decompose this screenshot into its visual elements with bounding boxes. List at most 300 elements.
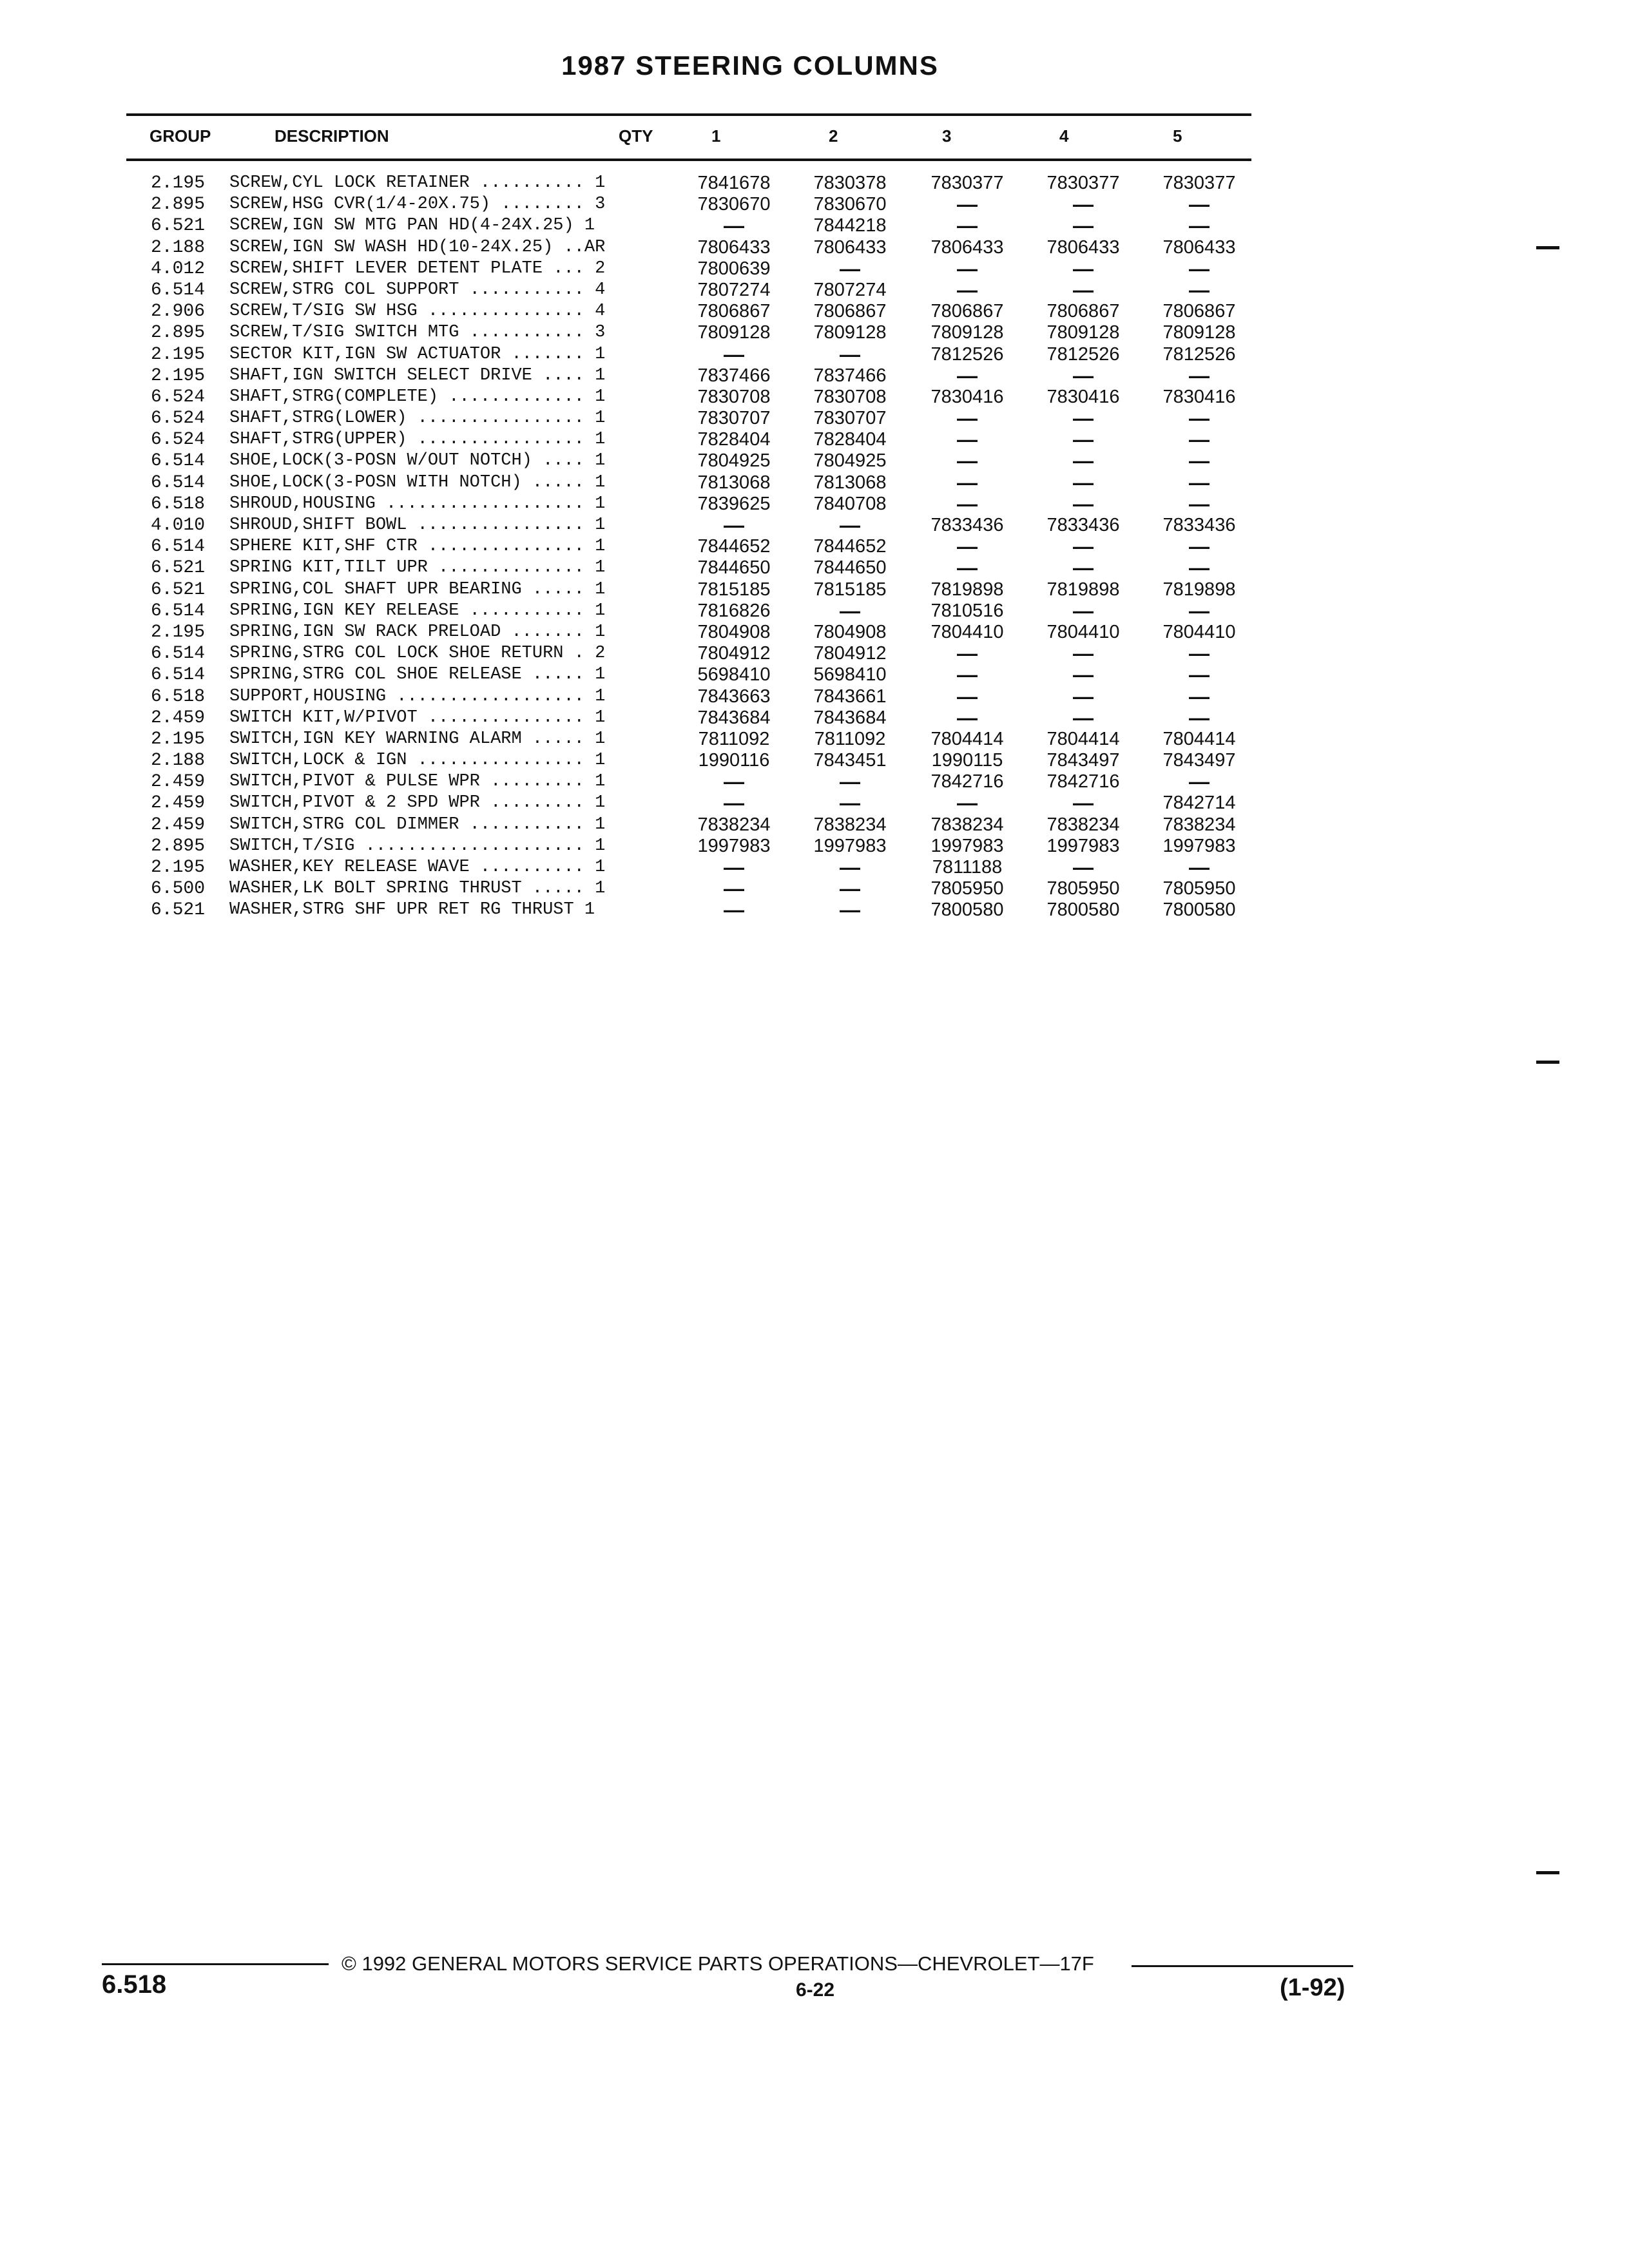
part-number-col-3: —	[957, 492, 978, 515]
part-number-col-5: 7800580	[1162, 899, 1236, 921]
part-description: SWITCH KIT,W/PIVOT ............... 1	[229, 707, 606, 727]
table-row	[0, 215, 1629, 236]
table-row	[0, 836, 1629, 857]
part-number-col-5: —	[1189, 470, 1210, 494]
part-number-col-3: 7830377	[930, 173, 1004, 193]
group-code: 6.521	[150, 558, 205, 579]
part-number-col-1: 7800639	[697, 258, 771, 279]
part-description: SWITCH,PIVOT & PULSE WPR ......... 1	[229, 772, 606, 792]
part-number-col-5: 7804414	[1162, 728, 1236, 749]
part-number-col-3: 7819898	[930, 579, 1004, 600]
part-number-col-4: —	[1073, 791, 1094, 815]
part-number-col-5: 7806867	[1162, 301, 1236, 322]
part-number-col-5: —	[1189, 770, 1210, 794]
group-code: 2.459	[150, 793, 205, 814]
table-row	[0, 664, 1629, 686]
group-code: 4.012	[150, 258, 205, 279]
part-number-col-4: —	[1073, 363, 1094, 387]
part-number-col-3: 7806433	[930, 236, 1004, 258]
part-number-col-3: 7810516	[930, 600, 1004, 621]
part-number-col-2: 7815185	[813, 579, 887, 600]
part-number-col-5: 7809128	[1162, 322, 1236, 343]
footer-right-rule	[1132, 1965, 1353, 1967]
page-title: 1987 STEERING COLUMNS	[561, 50, 939, 81]
table-row	[0, 622, 1629, 643]
part-number-col-4: 7812526	[1046, 343, 1120, 365]
part-description: SCREW,IGN SW MTG PAN HD(4-24X.25) 1	[229, 216, 595, 236]
table-row	[0, 515, 1629, 536]
part-number-col-4: 7804414	[1046, 728, 1120, 749]
part-number-col-3: 7805950	[930, 878, 1004, 899]
part-number-col-3: 7809128	[930, 322, 1004, 343]
group-code: 6.518	[150, 494, 205, 514]
part-number-col-3: —	[957, 663, 978, 687]
part-description: SUPPORT,HOUSING .................. 1	[229, 686, 606, 706]
part-description: WASHER,KEY RELEASE WAVE .......... 1	[229, 858, 606, 877]
table-row	[0, 793, 1629, 814]
part-number-col-5: —	[1189, 449, 1210, 473]
part-number-col-3: —	[957, 449, 978, 473]
part-description: SCREW,T/SIG SWITCH MTG ........... 3	[229, 323, 606, 343]
part-number-col-1: 7816826	[697, 600, 771, 621]
edge-tick-mark	[1536, 1061, 1559, 1064]
table-row	[0, 173, 1629, 194]
group-code: 2.188	[150, 751, 205, 771]
part-number-col-2: 7837466	[813, 365, 887, 386]
edge-tick-mark	[1536, 246, 1559, 249]
part-number-col-4: —	[1073, 407, 1094, 430]
group-code: 6.518	[150, 686, 205, 707]
part-number-col-4: —	[1073, 684, 1094, 708]
part-number-col-2: —	[840, 791, 860, 815]
header-col-5: 5	[1173, 126, 1182, 146]
part-number-col-4: —	[1073, 214, 1094, 238]
group-code: 2.195	[150, 173, 205, 193]
group-code: 6.524	[150, 430, 205, 450]
part-number-col-1: 7830708	[697, 386, 771, 407]
part-number-col-3: —	[957, 256, 978, 280]
part-number-col-2: —	[840, 770, 860, 794]
part-description: SWITCH,T/SIG ..................... 1	[229, 836, 606, 856]
part-number-col-4: 7830416	[1046, 386, 1120, 407]
part-number-col-1: 7838234	[697, 814, 771, 835]
part-number-col-2: 7844650	[813, 557, 887, 579]
part-description: SHOE,LOCK(3-POSN W/OUT NOTCH) .... 1	[229, 451, 606, 471]
table-row	[0, 194, 1629, 215]
part-number-col-3: 7842716	[930, 771, 1004, 793]
part-number-col-5: —	[1189, 428, 1210, 452]
part-number-col-4: —	[1073, 599, 1094, 622]
part-description: SWITCH,PIVOT & 2 SPD WPR ......... 1	[229, 793, 606, 813]
part-number-col-3: —	[957, 556, 978, 580]
part-number-col-1: 7843684	[697, 707, 771, 728]
group-code: 6.514	[150, 601, 205, 621]
part-number-col-4: 7809128	[1046, 322, 1120, 343]
part-number-col-5: —	[1189, 856, 1210, 879]
part-number-col-5: 7830416	[1162, 386, 1236, 407]
group-code: 6.514	[150, 280, 205, 300]
part-number-col-3: 1990115	[931, 750, 1003, 771]
part-number-col-5: 7806433	[1162, 236, 1236, 258]
part-number-col-5: —	[1189, 492, 1210, 515]
part-description: SHROUD,SHIFT BOWL ................ 1	[229, 515, 606, 535]
group-code: 6.521	[150, 579, 205, 600]
part-number-col-5: 7843497	[1162, 750, 1236, 771]
part-number-col-1: 7844652	[697, 536, 771, 557]
part-number-col-3: 7830416	[930, 386, 1004, 407]
footer-copyright: © 1992 GENERAL MOTORS SERVICE PARTS OPERATIONS—CHEVROLET—17F	[342, 1952, 1094, 1975]
part-number-col-2: 7843684	[813, 707, 887, 728]
part-number-col-4: 7806433	[1046, 236, 1120, 258]
part-number-col-5: —	[1189, 407, 1210, 430]
part-number-col-2: 7806433	[813, 236, 887, 258]
footer-section-number: 6.518	[102, 1970, 167, 1999]
part-number-col-1: 7841678	[697, 173, 771, 193]
table-row	[0, 322, 1629, 343]
part-description: SWITCH,IGN KEY WARNING ALARM ..... 1	[229, 729, 606, 749]
part-number-col-4: —	[1073, 535, 1094, 559]
part-number-col-3: —	[957, 363, 978, 387]
table-row	[0, 771, 1629, 793]
table-row	[0, 729, 1629, 750]
group-code: 2.895	[150, 323, 205, 343]
part-number-col-1: 7843663	[697, 686, 771, 707]
group-code: 2.195	[150, 365, 205, 386]
part-number-col-1: 7809128	[697, 322, 771, 343]
part-number-col-4: 1997983	[1046, 835, 1120, 856]
part-number-col-2: 7806867	[813, 301, 887, 322]
part-number-col-2: —	[840, 898, 860, 922]
part-number-col-5: 7819898	[1162, 579, 1236, 600]
part-description: SPHERE KIT,SHF CTR ............... 1	[229, 537, 606, 557]
part-number-col-4: —	[1073, 449, 1094, 473]
part-number-col-1: 7806433	[697, 236, 771, 258]
part-description: WASHER,STRG SHF UPR RET RG THRUST 1	[229, 900, 595, 920]
table-row	[0, 387, 1629, 408]
part-number-col-3: 7812526	[930, 343, 1004, 365]
part-number-col-3: —	[957, 407, 978, 430]
part-number-col-1: 7811092	[698, 728, 770, 749]
part-description: SCREW,CYL LOCK RETAINER .......... 1	[229, 173, 606, 193]
part-number-col-4: 7819898	[1046, 579, 1120, 600]
header-col-3: 3	[942, 126, 952, 146]
table-row	[0, 237, 1629, 258]
part-number-col-2: 7813068	[813, 472, 887, 493]
part-number-col-1: 7830707	[697, 408, 771, 429]
part-number-col-1: —	[724, 791, 744, 815]
part-number-col-5: —	[1189, 193, 1210, 216]
part-description: SHROUD,HOUSING ................... 1	[229, 494, 606, 514]
group-code: 6.514	[150, 644, 205, 664]
group-code: 6.514	[150, 665, 205, 686]
part-number-col-3: —	[957, 706, 978, 729]
part-number-col-1: —	[724, 856, 744, 879]
part-description: SPRING,IGN SW RACK PRELOAD ....... 1	[229, 622, 606, 642]
part-description: SPRING,IGN KEY RELEASE ........... 1	[229, 601, 606, 620]
part-number-col-5: —	[1189, 599, 1210, 622]
part-number-col-4: 7830377	[1046, 173, 1120, 193]
part-description: SHOE,LOCK(3-POSN WITH NOTCH) ..... 1	[229, 472, 606, 492]
part-number-col-5: 7805950	[1162, 878, 1236, 899]
part-number-col-2: 5698410	[813, 664, 887, 686]
part-description: SPRING KIT,TILT UPR .............. 1	[229, 558, 606, 578]
part-number-col-4: 7804410	[1046, 621, 1120, 642]
part-description: SCREW,T/SIG SW HSG ............... 4	[229, 302, 606, 322]
part-number-col-2: 7840708	[813, 493, 887, 514]
part-number-col-2: 7844652	[813, 536, 887, 557]
part-description: SHAFT,IGN SWITCH SELECT DRIVE .... 1	[229, 365, 606, 385]
part-number-col-5: —	[1189, 535, 1210, 559]
part-description: SCREW,HSG CVR(1/4-20X.75) ........ 3	[229, 195, 606, 215]
part-number-col-4: 7833436	[1046, 515, 1120, 535]
part-number-col-3: —	[957, 791, 978, 815]
part-number-col-5: —	[1189, 363, 1210, 387]
part-number-col-4: 7843497	[1046, 750, 1120, 771]
part-number-col-2: 7811092	[814, 728, 886, 749]
part-description: SPRING,STRG COL LOCK SHOE RETURN . 2	[229, 644, 606, 664]
part-number-col-4: 7842716	[1046, 771, 1120, 793]
part-number-col-1: 1990116	[698, 750, 770, 771]
part-description: SHAFT,STRG(LOWER) ................ 1	[229, 408, 606, 428]
part-number-col-3: 7800580	[930, 899, 1004, 921]
part-number-col-3: 7833436	[930, 515, 1004, 535]
part-number-col-5: —	[1189, 278, 1210, 302]
table-row	[0, 450, 1629, 472]
part-number-col-3: —	[957, 193, 978, 216]
part-number-col-2: 7804912	[813, 643, 887, 664]
part-number-col-3: 7806867	[930, 301, 1004, 322]
part-number-col-3: 7804410	[930, 621, 1004, 642]
part-number-col-2: 7809128	[813, 322, 887, 343]
part-number-col-1: —	[724, 770, 744, 794]
part-number-col-1: —	[724, 342, 744, 366]
part-number-col-2: 7830378	[813, 173, 887, 193]
part-number-col-1: 7804908	[697, 621, 771, 642]
part-number-col-2: —	[840, 877, 860, 901]
part-number-col-2: 7844218	[813, 215, 887, 236]
table-row	[0, 472, 1629, 494]
part-number-col-2: 7830670	[813, 194, 887, 215]
part-number-col-5: 7812526	[1162, 343, 1236, 365]
part-number-col-5: —	[1189, 663, 1210, 687]
table-row	[0, 557, 1629, 579]
part-number-col-5: —	[1189, 556, 1210, 580]
part-number-col-1: 7830670	[697, 194, 771, 215]
table-row	[0, 814, 1629, 836]
part-number-col-3: —	[957, 428, 978, 452]
part-number-col-4: —	[1073, 856, 1094, 879]
header-group: GROUP	[149, 126, 211, 146]
part-number-col-1: 5698410	[697, 664, 771, 686]
part-number-col-3: 7838234	[930, 814, 1004, 835]
group-code: 6.524	[150, 408, 205, 429]
part-number-col-5: 7830377	[1162, 173, 1236, 193]
part-number-col-1: 7844650	[697, 557, 771, 579]
part-description: SWITCH,STRG COL DIMMER ........... 1	[229, 814, 606, 834]
part-number-col-4: —	[1073, 642, 1094, 666]
table-row	[0, 365, 1629, 387]
group-code: 4.010	[150, 515, 205, 535]
header-col-2: 2	[829, 126, 838, 146]
table-row	[0, 579, 1629, 601]
header-col-1: 1	[711, 126, 721, 146]
header-top-rule	[126, 113, 1251, 116]
part-number-col-4: —	[1073, 278, 1094, 302]
parts-table-body	[0, 173, 1629, 921]
header-qty: QTY	[619, 126, 653, 146]
part-number-col-2: 7804925	[813, 450, 887, 472]
part-number-col-1: —	[724, 877, 744, 901]
part-description: WASHER,LK BOLT SPRING THRUST ..... 1	[229, 879, 606, 899]
part-number-col-5: 7838234	[1162, 814, 1236, 835]
group-code: 2.895	[150, 836, 205, 856]
part-number-col-4: 7805950	[1046, 878, 1120, 899]
part-number-col-3: —	[957, 642, 978, 666]
part-number-col-1: 7815185	[697, 579, 771, 600]
part-description: SCREW,IGN SW WASH HD(10-24X.25) ..AR	[229, 237, 606, 257]
group-code: 2.195	[150, 858, 205, 878]
part-description: SPRING,STRG COL SHOE RELEASE ..... 1	[229, 665, 606, 685]
part-number-col-2: 7804908	[813, 621, 887, 642]
part-number-col-1: 7807274	[697, 279, 771, 300]
table-row	[0, 601, 1629, 622]
part-number-col-1: 1997983	[697, 835, 771, 856]
part-description: SWITCH,LOCK & IGN ................ 1	[229, 751, 606, 771]
part-number-col-4: —	[1073, 428, 1094, 452]
part-number-col-2: —	[840, 856, 860, 879]
part-number-col-2: 7843451	[813, 750, 887, 771]
part-number-col-1: —	[724, 214, 744, 238]
footer-page-number: 6-22	[795, 1979, 835, 2001]
part-number-col-4: 7800580	[1046, 899, 1120, 921]
part-number-col-3: —	[957, 470, 978, 494]
part-number-col-4: —	[1073, 193, 1094, 216]
part-number-col-5: 7833436	[1162, 515, 1236, 535]
group-code: 2.895	[150, 195, 205, 215]
table-row	[0, 643, 1629, 664]
part-number-col-5: 1997983	[1162, 835, 1236, 856]
group-code: 2.906	[150, 302, 205, 322]
part-number-col-4: —	[1073, 492, 1094, 515]
part-number-col-4: —	[1073, 256, 1094, 280]
part-number-col-3: —	[957, 278, 978, 302]
table-row	[0, 494, 1629, 515]
group-code: 6.500	[150, 879, 205, 899]
part-description: SECTOR KIT,IGN SW ACTUATOR ....... 1	[229, 344, 606, 364]
part-number-col-4: —	[1073, 470, 1094, 494]
part-number-col-1: —	[724, 514, 744, 537]
group-code: 2.195	[150, 729, 205, 749]
table-row	[0, 857, 1629, 878]
group-code: 2.459	[150, 707, 205, 728]
part-number-col-4: —	[1073, 556, 1094, 580]
part-number-col-5: 7804410	[1162, 621, 1236, 642]
part-description: SHAFT,STRG(UPPER) ................ 1	[229, 430, 606, 450]
part-number-col-3: —	[957, 214, 978, 238]
part-number-col-4: —	[1073, 706, 1094, 729]
part-number-col-2: —	[840, 599, 860, 622]
part-number-col-2: 7807274	[813, 279, 887, 300]
part-number-col-4: —	[1073, 663, 1094, 687]
table-row	[0, 899, 1629, 921]
part-number-col-5: —	[1189, 256, 1210, 280]
group-code: 2.459	[150, 772, 205, 793]
table-row	[0, 301, 1629, 322]
part-number-col-3: 7811188	[932, 857, 1003, 878]
part-description: SCREW,SHIFT LEVER DETENT PLATE ... 2	[229, 258, 606, 278]
group-code: 6.514	[150, 537, 205, 557]
part-number-col-1: 7837466	[697, 365, 771, 386]
part-number-col-2: 1997983	[813, 835, 887, 856]
part-number-col-1: 7804912	[697, 643, 771, 664]
part-number-col-1: 7804925	[697, 450, 771, 472]
part-number-col-1: 7828404	[697, 429, 771, 450]
part-description: SCREW,STRG COL SUPPORT ........... 4	[229, 280, 606, 300]
table-row	[0, 280, 1629, 301]
part-number-col-2: 7843661	[813, 686, 887, 707]
table-row	[0, 408, 1629, 429]
part-number-col-5: —	[1189, 706, 1210, 729]
group-code: 6.514	[150, 472, 205, 493]
group-code: 6.514	[150, 451, 205, 472]
group-code: 6.524	[150, 387, 205, 407]
table-row	[0, 344, 1629, 365]
part-number-col-3: —	[957, 535, 978, 559]
group-code: 2.195	[150, 622, 205, 642]
part-number-col-3: 1997983	[930, 835, 1004, 856]
part-number-col-5: —	[1189, 214, 1210, 238]
part-number-col-2: 7828404	[813, 429, 887, 450]
table-row	[0, 258, 1629, 280]
table-row	[0, 536, 1629, 557]
part-number-col-3: 7804414	[930, 728, 1004, 749]
table-row	[0, 686, 1629, 707]
header-col-4: 4	[1059, 126, 1069, 146]
part-number-col-5: 7842714	[1162, 793, 1236, 814]
part-number-col-1: —	[724, 898, 744, 922]
part-description: SHAFT,STRG(COMPLETE) ............. 1	[229, 387, 606, 407]
header-description: DESCRIPTION	[275, 126, 389, 146]
group-code: 2.188	[150, 237, 205, 258]
part-number-col-2: 7838234	[813, 814, 887, 835]
part-number-col-1: 7806867	[697, 301, 771, 322]
part-number-col-2: —	[840, 256, 860, 280]
table-row	[0, 878, 1629, 899]
footer-revision: (1-92)	[1280, 1974, 1345, 2001]
part-number-col-2: 7830708	[813, 386, 887, 407]
group-code: 2.195	[150, 344, 205, 365]
part-number-col-3: —	[957, 684, 978, 708]
group-code: 6.521	[150, 900, 205, 921]
part-number-col-4: 7838234	[1046, 814, 1120, 835]
footer-left-rule	[102, 1963, 329, 1965]
part-number-col-1: 7839625	[697, 493, 771, 514]
part-number-col-5: —	[1189, 642, 1210, 666]
table-row	[0, 750, 1629, 771]
part-description: SPRING,COL SHAFT UPR BEARING ..... 1	[229, 579, 606, 599]
group-code: 2.459	[150, 814, 205, 835]
part-number-col-2: 7830707	[813, 408, 887, 429]
part-number-col-4: 7806867	[1046, 301, 1120, 322]
part-number-col-1: 7813068	[697, 472, 771, 493]
table-row	[0, 707, 1629, 729]
part-number-col-2: —	[840, 342, 860, 366]
part-number-col-5: —	[1189, 684, 1210, 708]
part-number-col-2: —	[840, 514, 860, 537]
edge-tick-mark	[1536, 1871, 1559, 1874]
group-code: 6.521	[150, 216, 205, 236]
header-bottom-rule	[126, 159, 1251, 161]
